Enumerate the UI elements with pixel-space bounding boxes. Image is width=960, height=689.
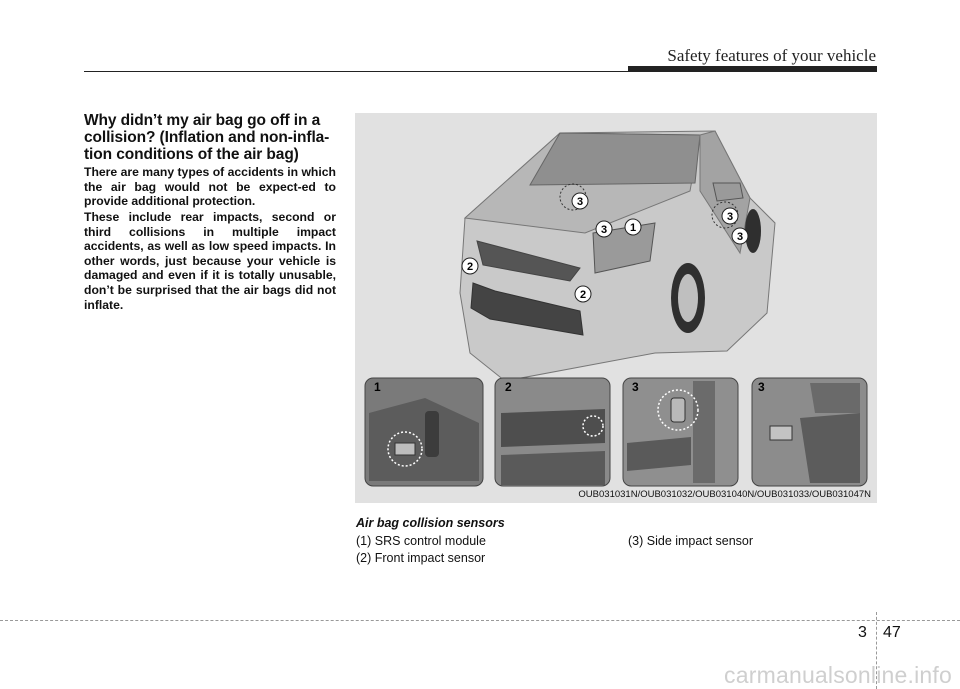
header-rule [84,71,632,72]
inset-label: 1 [374,380,381,394]
car-illustration [460,131,775,381]
callout-2-right [575,286,591,302]
section-title: Safety features of your vehicle [667,46,876,65]
callout-label: 2 [466,261,474,273]
footer-rule [0,620,960,621]
paragraph-accident-types: There are many types of accidents in which the air bag would not be expect-ed to provide additional protection. [84,165,336,209]
legend-srs-control-module: (1) SRS control module [356,534,486,548]
callout-label: 1 [629,222,637,234]
section-heading: Why didn’t my air bag go off in a collision? (Inflation and non-infla-tion conditions of the air bag) [84,112,330,163]
callout-label: 3 [736,231,744,243]
callout-label: 3 [576,196,584,208]
legend-front-impact-sensor: (2) Front impact sensor [356,551,486,565]
watermark: carmanualsonline.info [724,662,952,688]
callout-3-door-lower [732,228,748,244]
callout-label: 3 [600,224,608,236]
inset-label: 3 [758,380,765,394]
callout-label: 3 [726,211,734,223]
chapter-number: 3 [858,624,867,641]
header-rule-accent [628,66,877,72]
inset-side-sensor-door [752,378,867,486]
sensor-illustration [355,113,877,503]
callout-1-center [625,219,641,235]
inset-srs-module [365,378,483,486]
inset-label: 2 [505,380,512,394]
inset-side-sensor-pillar [623,378,738,486]
callout-2-left [462,258,478,274]
callout-label: 2 [579,289,587,301]
page-number: 47 [883,624,901,641]
inset-front-sensor [495,378,610,486]
caption-title: Air bag collision sensors [356,516,505,530]
callout-3-roof [572,193,588,209]
legend-side-impact-sensor: (3) Side impact sensor [628,534,754,548]
sensor-figure [355,113,877,503]
inset-label: 3 [632,380,639,394]
callout-3-door-upper [722,208,738,224]
callout-3-center [596,221,612,237]
figure-code: OUB031031N/OUB031032/OUB031040N/OUB031033/OUB031047N [578,489,871,500]
paragraph-rear-impacts: These include rear impacts, second or third collisions in multiple impact accidents, as well as low speed impacts. In other words, just because your vehicle is damaged and even if it is totally unusable, don’t be surprised that the air bags did not inflate. [84,210,336,312]
